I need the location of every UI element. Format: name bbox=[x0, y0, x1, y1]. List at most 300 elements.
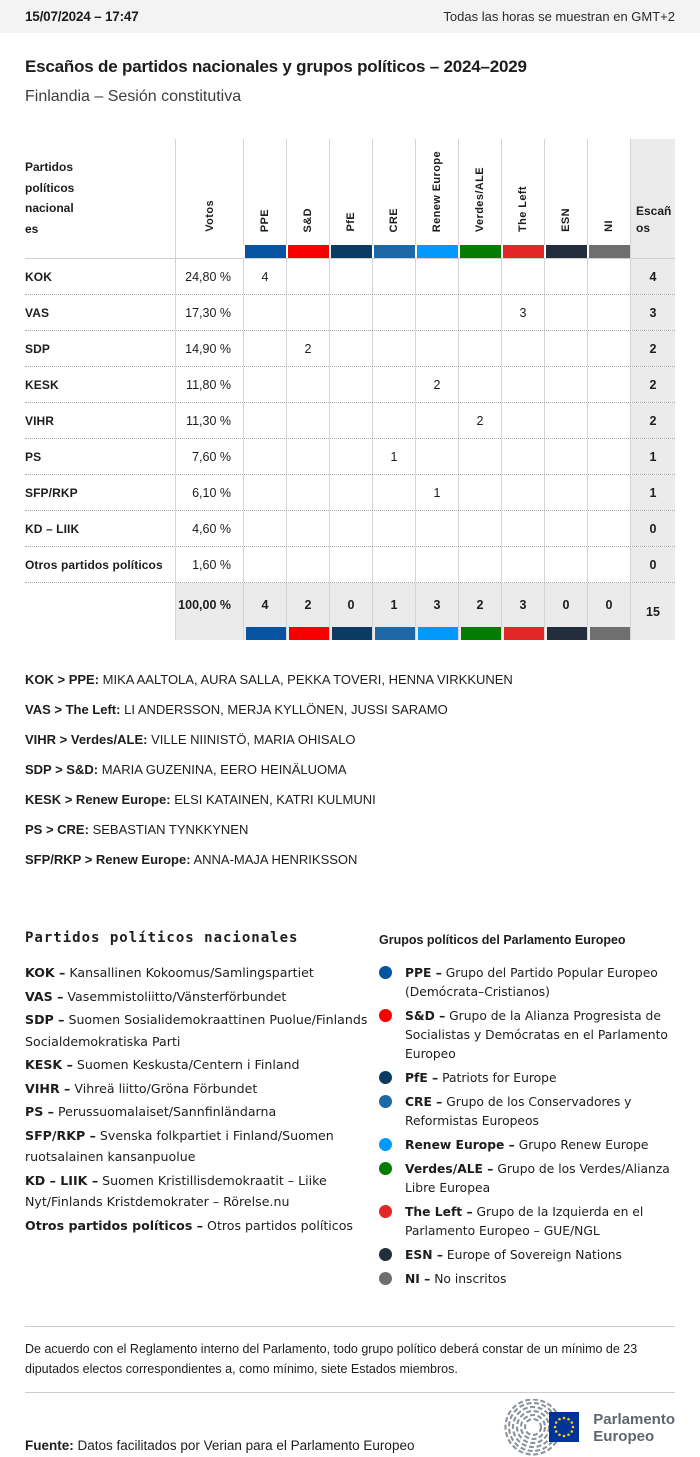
legend-item-label: The Left – bbox=[405, 1205, 473, 1219]
group-seats-cell bbox=[415, 259, 458, 294]
seats-cell: 4 bbox=[630, 259, 675, 294]
group-seats-cell bbox=[243, 547, 286, 582]
group-seats-cell bbox=[372, 511, 415, 546]
group-color-bar bbox=[459, 627, 501, 640]
group-color-bar bbox=[243, 245, 286, 258]
group-seats-cell bbox=[286, 367, 329, 402]
total-group-value: 3 bbox=[519, 598, 527, 612]
legend-item-text: Otros partidos políticos bbox=[207, 1217, 353, 1233]
group-seats-cell bbox=[415, 403, 458, 438]
total-group-cell bbox=[372, 583, 415, 640]
group-seats-cell bbox=[286, 475, 329, 510]
party-name-cell: SDP bbox=[25, 341, 50, 356]
legend-item bbox=[25, 1054, 373, 1076]
legend-item-text: Suomen Kristillisdemokraatit – Liike Nyt/Finlands Kristdemokrater – Rörelse.nu bbox=[25, 1172, 327, 1209]
group-color-bar bbox=[501, 245, 544, 258]
group-seats-cell bbox=[501, 439, 544, 474]
political-groups-legend bbox=[379, 930, 675, 1294]
group-seats-cell bbox=[544, 403, 587, 438]
group-seats-cell bbox=[286, 547, 329, 582]
member-line-names: ELSI KATAINEN, KATRI KULMUNI bbox=[174, 792, 376, 807]
legend-item-text: Suomen Sosialidemokraattinen Puolue/Finlands Socialdemokratiska Parti bbox=[25, 1012, 368, 1049]
legend-item bbox=[379, 1069, 675, 1088]
member-line-prefix: VAS > The Left: bbox=[25, 702, 121, 717]
member-line bbox=[25, 759, 675, 780]
seats-cell: 3 bbox=[630, 295, 675, 330]
party-column-header-line: Partidos bbox=[25, 160, 74, 174]
group-seats-cell bbox=[329, 403, 372, 438]
eu-flag-icon bbox=[549, 1412, 579, 1442]
party-name-cell: PS bbox=[25, 449, 42, 464]
legend-item-body bbox=[405, 1246, 622, 1265]
total-group-value: 0 bbox=[562, 598, 570, 612]
group-seats-cell bbox=[329, 547, 372, 582]
total-group-cell bbox=[587, 583, 630, 640]
group-column-header bbox=[372, 139, 415, 245]
page-subtitle: Finlandia – Sesión constitutiva bbox=[25, 88, 242, 105]
member-line-names: ANNA-MAJA HENRIKSSON bbox=[193, 852, 358, 867]
seats-cell: 1 bbox=[630, 475, 675, 510]
group-seats-cell bbox=[372, 475, 415, 510]
table-row bbox=[25, 330, 675, 366]
legend-item bbox=[379, 964, 675, 1002]
legend-item-label: KD – LIIK – bbox=[25, 1172, 99, 1188]
group-color-dot bbox=[379, 1162, 392, 1175]
group-color-bar bbox=[286, 245, 329, 258]
group-seats-cell bbox=[501, 367, 544, 402]
legend-item-body bbox=[405, 1093, 675, 1131]
legend-item bbox=[379, 1007, 675, 1064]
total-group-value: 3 bbox=[433, 598, 441, 612]
legend-item-label: ESN – bbox=[405, 1248, 443, 1262]
group-seats-cell bbox=[372, 403, 415, 438]
legend-item-text: Svenska folkpartiet i Finland/Suomen ruotsalainen kansanpuolue bbox=[25, 1127, 334, 1164]
group-seats-cell bbox=[415, 511, 458, 546]
group-column-header-label: The Left bbox=[517, 186, 529, 232]
group-color-bar bbox=[372, 245, 415, 258]
member-line bbox=[25, 699, 675, 720]
group-seats-cell bbox=[286, 259, 329, 294]
group-column-header bbox=[286, 139, 329, 245]
group-seats-cell bbox=[501, 259, 544, 294]
group-seats-cell bbox=[243, 367, 286, 402]
group-seats-cell bbox=[286, 403, 329, 438]
group-color-dot bbox=[379, 966, 392, 979]
ep-logo-wordmark bbox=[593, 1411, 675, 1445]
total-seats-cell: 15 bbox=[630, 583, 675, 640]
legend-item bbox=[379, 1093, 675, 1131]
group-seats-cell bbox=[544, 439, 587, 474]
seats-column-header bbox=[630, 139, 675, 245]
member-line-prefix: SDP > S&D: bbox=[25, 762, 99, 777]
total-group-value: 2 bbox=[476, 598, 484, 612]
group-seats-cell bbox=[329, 331, 372, 366]
legend-item bbox=[379, 1136, 675, 1155]
group-color-bar bbox=[416, 627, 458, 640]
table-body bbox=[25, 259, 675, 582]
group-column-header-label: ESN bbox=[560, 208, 572, 232]
group-seats-cell bbox=[329, 259, 372, 294]
legend-item-label: KESK – bbox=[25, 1057, 73, 1072]
group-seats-cell bbox=[501, 547, 544, 582]
member-line-prefix: PS > CRE: bbox=[25, 822, 89, 837]
group-seats-cell: 4 bbox=[243, 259, 286, 294]
group-column-header-label: PPE bbox=[259, 208, 271, 232]
group-column-header bbox=[544, 139, 587, 245]
group-column-header-label: Verdes/ALE bbox=[474, 166, 486, 232]
table-total-row bbox=[25, 582, 675, 640]
legend-item bbox=[379, 1270, 675, 1289]
group-color-bar bbox=[545, 627, 587, 640]
legend-item-label: Verdes/ALE – bbox=[405, 1162, 494, 1176]
legend-item-body bbox=[405, 964, 675, 1002]
group-color-bar bbox=[458, 245, 501, 258]
party-name-cell: KESK bbox=[25, 377, 59, 392]
votes-column-header bbox=[175, 139, 243, 245]
legend-item-label: Otros partidos políticos – bbox=[25, 1217, 204, 1233]
legend-item-label: PS – bbox=[25, 1104, 54, 1119]
group-seats-cell bbox=[587, 475, 630, 510]
legend-item-text: Perussuomalaiset/Sannfinländarna bbox=[58, 1104, 277, 1119]
table-row bbox=[25, 474, 675, 510]
total-group-cell bbox=[415, 583, 458, 640]
legend-item-body bbox=[405, 1270, 506, 1289]
group-seats-cell bbox=[544, 511, 587, 546]
legend-item bbox=[25, 986, 373, 1008]
group-seats-cell bbox=[415, 295, 458, 330]
group-seats-cell bbox=[458, 547, 501, 582]
votes-cell: 1,60 % bbox=[175, 547, 243, 582]
member-line-names: LI ANDERSSON, MERJA KYLLÖNEN, JUSSI SARAMO bbox=[124, 702, 448, 717]
national-parties-legend bbox=[25, 930, 373, 1294]
legend-item-text: Grupo de los Verdes/Alianza Libre Europea bbox=[405, 1162, 670, 1195]
legend-item bbox=[25, 1170, 373, 1213]
party-name-cell: SFP/RKP bbox=[25, 485, 78, 500]
member-line bbox=[25, 819, 675, 840]
total-group-cell bbox=[286, 583, 329, 640]
group-color-bar bbox=[330, 627, 372, 640]
group-seats-cell bbox=[544, 259, 587, 294]
group-color-bar bbox=[587, 245, 630, 258]
member-line-names: MIKA AALTOLA, AURA SALLA, PEKKA TOVERI, HENNA VIRKKUNEN bbox=[102, 672, 513, 687]
votes-cell: 11,30 % bbox=[175, 403, 243, 438]
group-color-bar bbox=[329, 245, 372, 258]
group-column-header bbox=[415, 139, 458, 245]
group-seats-cell bbox=[286, 295, 329, 330]
group-seats-cell bbox=[243, 403, 286, 438]
group-seats-cell bbox=[329, 367, 372, 402]
group-seats-cell bbox=[587, 367, 630, 402]
legend-item bbox=[25, 1215, 373, 1237]
group-seats-cell bbox=[544, 475, 587, 510]
ep-logo-line2: Europeo bbox=[593, 1428, 655, 1445]
legend-item bbox=[25, 1078, 373, 1100]
group-color-bar bbox=[502, 627, 544, 640]
group-seats-cell bbox=[587, 439, 630, 474]
group-seats-cell bbox=[243, 511, 286, 546]
group-seats-cell bbox=[587, 331, 630, 366]
divider-bottom bbox=[25, 1392, 675, 1393]
group-color-bar bbox=[287, 627, 329, 640]
group-seats-cell bbox=[329, 475, 372, 510]
legends-section bbox=[25, 930, 675, 1294]
page-content bbox=[0, 57, 700, 1457]
datetime-label: 15/07/2024 – 17:47 bbox=[25, 9, 139, 24]
header-bar bbox=[0, 0, 700, 33]
european-parliament-logo bbox=[493, 1399, 675, 1457]
total-group-value: 1 bbox=[390, 598, 398, 612]
legend-item bbox=[379, 1246, 675, 1265]
group-column-header-label: NI bbox=[603, 220, 615, 232]
legend-item-body bbox=[405, 1069, 557, 1088]
group-column-header-label: S&D bbox=[302, 207, 314, 232]
political-groups-legend-items bbox=[379, 964, 675, 1289]
legend-item-label: PPE – bbox=[405, 966, 442, 980]
group-color-dot bbox=[379, 1009, 392, 1022]
legend-item-label: Renew Europe – bbox=[405, 1138, 515, 1152]
group-color-dot bbox=[379, 1071, 392, 1084]
group-seats-cell: 3 bbox=[501, 295, 544, 330]
legend-item-text: Vihreä liitto/Gröna Förbundet bbox=[74, 1080, 258, 1096]
seats-cell: 1 bbox=[630, 439, 675, 474]
party-column-header bbox=[25, 139, 175, 245]
group-color-dot bbox=[379, 1248, 392, 1261]
group-column-header bbox=[458, 139, 501, 245]
votes-cell: 4,60 % bbox=[175, 511, 243, 546]
total-votes-value: 100,00 % bbox=[178, 598, 231, 612]
group-seats-cell bbox=[544, 331, 587, 366]
group-seats-cell bbox=[286, 511, 329, 546]
group-seats-cell bbox=[458, 475, 501, 510]
group-seats-cell bbox=[458, 511, 501, 546]
bar-row-party-cell bbox=[25, 245, 175, 258]
total-group-value: 0 bbox=[347, 598, 355, 612]
group-column-header bbox=[329, 139, 372, 245]
member-line-prefix: KESK > Renew Europe: bbox=[25, 792, 171, 807]
votes-cell: 17,30 % bbox=[175, 295, 243, 330]
legend-item-text: Kansallinen Kokoomus/Samlingspartiet bbox=[69, 965, 314, 980]
table-row bbox=[25, 546, 675, 582]
member-line-names: VILLE NIINISTÖ, MARIA OHISALO bbox=[151, 732, 356, 747]
group-color-dot bbox=[379, 1138, 392, 1151]
seats-cell: 2 bbox=[630, 367, 675, 402]
group-column-header bbox=[501, 139, 544, 245]
total-group-cell bbox=[243, 583, 286, 640]
group-seats-cell bbox=[372, 295, 415, 330]
votes-cell: 11,80 % bbox=[175, 367, 243, 402]
group-seats-cell bbox=[501, 331, 544, 366]
legend-item-text: No inscritos bbox=[434, 1272, 507, 1286]
group-seats-cell bbox=[544, 547, 587, 582]
legend-item bbox=[379, 1160, 675, 1198]
member-line-prefix: KOK > PPE: bbox=[25, 672, 100, 687]
legend-item-text: Patriots for Europe bbox=[442, 1071, 557, 1085]
table-row bbox=[25, 259, 675, 294]
group-seats-cell: 1 bbox=[415, 475, 458, 510]
party-column-header-line: nacional bbox=[25, 201, 74, 215]
group-seats-cell bbox=[587, 295, 630, 330]
legend-item-text: Grupo del Partido Popular Europeo (Demócrata–Cristianos) bbox=[405, 966, 658, 999]
seats-cell: 0 bbox=[630, 511, 675, 546]
legend-item-label: NI – bbox=[405, 1272, 431, 1286]
group-seats-cell bbox=[372, 547, 415, 582]
table-row bbox=[25, 366, 675, 402]
group-color-bar bbox=[244, 627, 286, 640]
group-seats-cell bbox=[587, 511, 630, 546]
members-list bbox=[25, 669, 675, 870]
group-seats-cell bbox=[544, 295, 587, 330]
legend-item bbox=[25, 1125, 373, 1168]
legend-item bbox=[25, 1101, 373, 1123]
legend-item-body bbox=[405, 1007, 675, 1064]
group-seats-cell bbox=[458, 295, 501, 330]
party-name-cell: Otros partidos políticos bbox=[25, 557, 163, 572]
votes-cell: 6,10 % bbox=[175, 475, 243, 510]
group-seats-cell bbox=[415, 439, 458, 474]
votes-cell: 24,80 % bbox=[175, 259, 243, 294]
group-seats-cell bbox=[329, 511, 372, 546]
national-parties-legend-items bbox=[25, 962, 373, 1236]
member-line-names: SEBASTIAN TYNKKYNEN bbox=[92, 822, 249, 837]
group-seats-cell bbox=[415, 331, 458, 366]
group-color-dot bbox=[379, 1205, 392, 1218]
group-seats-cell: 2 bbox=[458, 403, 501, 438]
total-group-cell bbox=[458, 583, 501, 640]
votes-column-header-label: Votos bbox=[203, 200, 216, 232]
group-seats-cell bbox=[243, 439, 286, 474]
rules-note: De acuerdo con el Reglamento interno del Parlamento, todo grupo político deberá constar de un mínimo de 23 diputados electos correspondientes a, como mínimo, siete Estados miembros. bbox=[25, 1342, 638, 1376]
political-groups-legend-heading: Grupos políticos del Parlamento Europeo bbox=[379, 933, 626, 947]
group-seats-cell: 1 bbox=[372, 439, 415, 474]
group-seats-cell bbox=[329, 295, 372, 330]
legend-item-label: S&D – bbox=[405, 1009, 446, 1023]
total-group-cell bbox=[501, 583, 544, 640]
bar-row-votes-cell bbox=[175, 245, 243, 258]
page-title: Escaños de partidos nacionales y grupos políticos – 2024–2029 bbox=[25, 57, 527, 76]
group-seats-cell bbox=[372, 367, 415, 402]
group-color-bar bbox=[415, 245, 458, 258]
total-group-value: 4 bbox=[261, 598, 269, 612]
party-column-header-line: políticos bbox=[25, 180, 75, 195]
total-group-value: 2 bbox=[304, 598, 312, 612]
votes-cell: 7,60 % bbox=[175, 439, 243, 474]
group-seats-cell bbox=[501, 511, 544, 546]
table-row bbox=[25, 294, 675, 330]
group-seats-cell: 2 bbox=[415, 367, 458, 402]
group-seats-cell bbox=[329, 439, 372, 474]
party-name-cell: VIHR bbox=[25, 413, 55, 428]
member-line-names: MARIA GUZENINA, EERO HEINÄLUOMA bbox=[101, 762, 347, 777]
seats-cell: 0 bbox=[630, 547, 675, 582]
legend-item-label: VAS – bbox=[25, 988, 64, 1004]
group-seats-cell: 2 bbox=[286, 331, 329, 366]
seats-cell: 2 bbox=[630, 331, 675, 366]
seats-cell: 2 bbox=[630, 403, 675, 438]
seats-column-header-line: Escañ bbox=[636, 204, 672, 218]
member-line bbox=[25, 729, 675, 750]
footer bbox=[25, 1326, 675, 1457]
divider-top bbox=[25, 1326, 675, 1327]
party-column-header-line: es bbox=[25, 221, 39, 236]
group-seats-cell bbox=[372, 259, 415, 294]
group-color-dot bbox=[379, 1095, 392, 1108]
source-row bbox=[25, 1405, 675, 1457]
legend-item-label: SDP – bbox=[25, 1012, 65, 1027]
group-seats-cell bbox=[501, 403, 544, 438]
legend-item-body bbox=[405, 1203, 675, 1241]
legend-item-text: Grupo de la Alianza Progresista de Socialistas y Demócratas en el Parlamento Europeo bbox=[405, 1009, 668, 1061]
member-line-prefix: VIHR > Verdes/ALE: bbox=[25, 732, 148, 747]
group-column-header bbox=[243, 139, 286, 245]
total-group-value: 0 bbox=[605, 598, 613, 612]
group-color-bar-row bbox=[25, 245, 675, 259]
group-seats-cell bbox=[243, 475, 286, 510]
group-column-header-label: CRE bbox=[388, 207, 400, 232]
legend-item-text: Grupo Renew Europe bbox=[518, 1138, 649, 1152]
group-color-bar bbox=[544, 245, 587, 258]
table-row bbox=[25, 438, 675, 474]
legend-item-text: Grupo de los Conservadores y Reformistas Europeos bbox=[405, 1095, 632, 1128]
member-line-prefix: SFP/RKP > Renew Europe: bbox=[25, 852, 191, 867]
group-column-header-label: Renew Europe bbox=[431, 150, 443, 232]
national-parties-legend-heading: Partidos políticos nacionales bbox=[25, 930, 299, 946]
legend-item-label: PfE – bbox=[405, 1071, 439, 1085]
legend-item-text: Europe of Sovereign Nations bbox=[446, 1248, 622, 1262]
party-name-cell: KD – LIIK bbox=[25, 521, 80, 536]
source-label: Fuente: bbox=[25, 1438, 74, 1453]
table-header-row bbox=[25, 139, 675, 245]
group-seats-cell bbox=[544, 367, 587, 402]
total-empty-cell bbox=[25, 583, 175, 640]
group-seats-cell bbox=[458, 259, 501, 294]
legend-item bbox=[379, 1203, 675, 1241]
legend-item-label: KOK – bbox=[25, 965, 66, 980]
source-text: Datos facilitados por Verian para el Parlamento Europeo bbox=[77, 1438, 415, 1453]
legend-item-label: SFP/RKP – bbox=[25, 1127, 96, 1143]
votes-cell: 14,90 % bbox=[175, 331, 243, 366]
bar-row-seats-cell bbox=[630, 245, 675, 258]
group-seats-cell bbox=[458, 367, 501, 402]
group-seats-cell bbox=[243, 331, 286, 366]
legend-item-label: VIHR – bbox=[25, 1080, 71, 1096]
group-seats-cell bbox=[458, 439, 501, 474]
group-seats-cell bbox=[587, 547, 630, 582]
timezone-note: Todas las horas se muestran en GMT+2 bbox=[443, 9, 675, 24]
group-seats-cell bbox=[415, 547, 458, 582]
table-row bbox=[25, 510, 675, 546]
legend-item-label: CRE – bbox=[405, 1095, 443, 1109]
group-seats-cell bbox=[372, 331, 415, 366]
group-seats-cell bbox=[243, 295, 286, 330]
results-table bbox=[25, 139, 675, 640]
ep-logo-line1: Parlamento bbox=[593, 1411, 675, 1428]
legend-item-text: Grupo de la Izquierda en el Parlamento Europeo – GUE/NGL bbox=[405, 1205, 644, 1238]
group-seats-cell bbox=[501, 475, 544, 510]
legend-item bbox=[25, 1009, 373, 1052]
ep-hemicycle-flag-icon bbox=[493, 1399, 585, 1457]
group-column-header bbox=[587, 139, 630, 245]
member-line bbox=[25, 789, 675, 810]
member-line bbox=[25, 849, 675, 870]
legend-item-body bbox=[405, 1160, 675, 1198]
group-color-bar bbox=[588, 627, 630, 640]
party-name-cell: KOK bbox=[25, 269, 52, 284]
group-seats-cell bbox=[458, 331, 501, 366]
seats-column-header-line: os bbox=[636, 221, 651, 235]
table-row bbox=[25, 402, 675, 438]
group-color-bar bbox=[373, 627, 415, 640]
total-votes-cell bbox=[175, 583, 243, 640]
